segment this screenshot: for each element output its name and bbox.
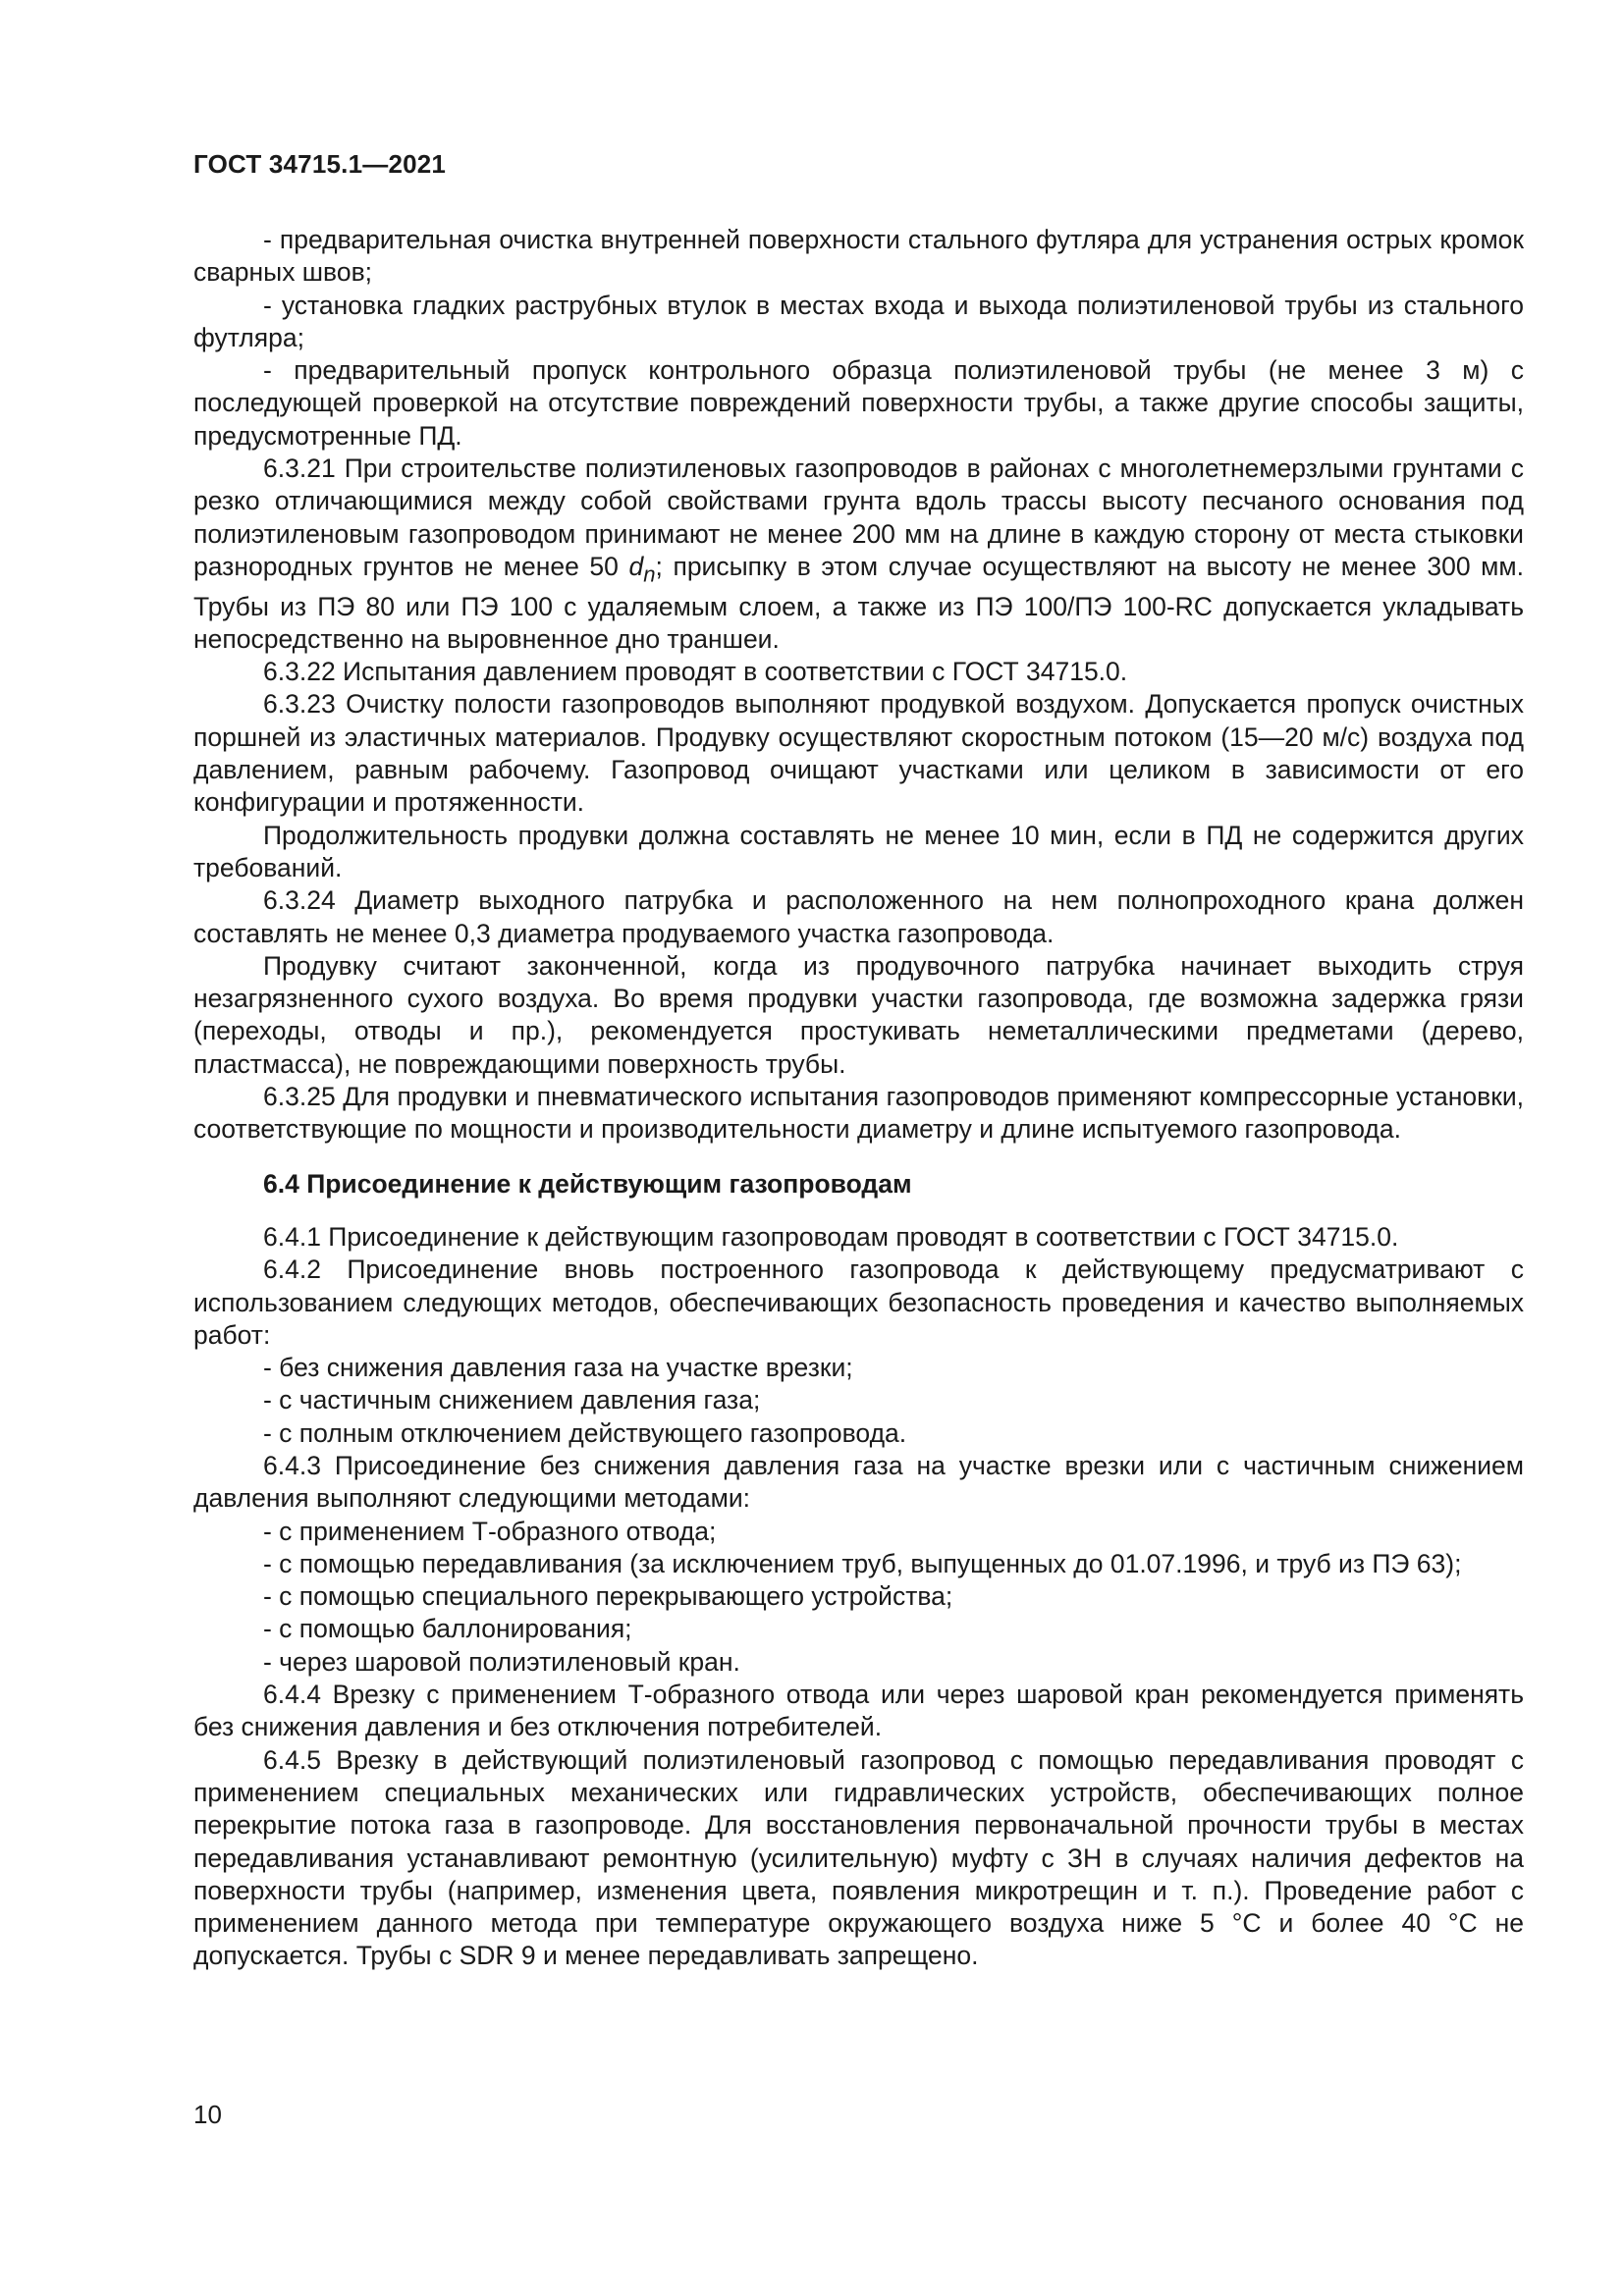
symbol-d: d [628,551,644,581]
section-heading-6-4: 6.4 Присоединение к действующим газопроводам [263,1168,912,1199]
paragraph-6-4-5: 6.4.5 Врезку в действующий полиэтиленовый газопровод с помощью передавливания проводят с применением специальных механических или гидравлических устройств, обеспечивающих полное перекрытие потока газа в газопроводе. Для восстановления первоначальной прочности трубы в местах передавливания устанавливают ремонтную (усилительную) муфту с ЗН в случаях наличия дефектов на поверхности трубы (например, изменения цвета, появления микротрещин и т. п.). Проведение работ с применением данного метода при температуре окружающего воздуха ниже 5 °С и более 40 °С не допускается. Трубы с SDR 9 и менее передавливать запрещено. [193,1744,1524,1971]
paragraph: - установка гладких раструбных втулок в местах входа и выхода полиэтиленовой трубы из стального футляра; [193,290,1524,352]
page-number: 10 [193,2100,222,2129]
paragraph-6-4-1: 6.4.1 Присоединение к действующим газопроводам проводят в соответствии с ГОСТ 34715.0. [263,1221,1399,1252]
paragraph-6-4-4: 6.4.4 Врезку с применением Т-образного отвода или через шаровой кран рекомендуется применять без снижения давления и без отключения потребителей. [193,1680,1524,1742]
paragraph-text: 6.3.21 При строительстве полиэтиленовых газопроводов в районах с многолетнемерзлыми грунтами с резко отличающимися между собой свойствами грунта вдоль трассы высоту песчаного основания под полиэтиленовым газопроводом принимают не менее 200 мм на длине в каждую сторону от места стыковки разнородных грунтов не менее 50 [193,454,1524,581]
paragraph-6-3-21 [193,453,1524,656]
list-item: - без снижения давления газа на участке врезки; [263,1353,853,1383]
subscript-text: n [643,561,656,587]
list-item: - с помощью специального перекрывающего устройства; [263,1581,953,1612]
paragraph-text: ; присыпку в этом случае осуществляют на высоту не менее 300 мм. Трубы из ПЭ 80 или ПЭ 100 с удаляемым слоем, а также из ПЭ 100/ПЭ 100-RC допускается укладывать непосредственно на выровненное дно траншеи. [193,551,1524,654]
list-item: - с частичным снижением давления газа; [263,1385,761,1415]
subscript-n [643,561,655,586]
document-body [193,224,1524,1973]
paragraph-6-4-3: 6.4.3 Присоединение без снижения давления газа на участке врезки или с частичным снижением давления выполняют следующими методами: [193,1450,1524,1514]
paragraph: - предварительный пропуск контрольного образца полиэтиленовой трубы (не менее 3 м) с последующей проверкой на отсутствие повреждений поверхности трубы, а также другие способы защиты, предусмотренные ПД. [193,355,1524,451]
paragraph-6-3-25: 6.3.25 Для продувки и пневматического испытания газопроводов применяют компрессорные установки, соответствующие по мощности и производительности диаметру и длине испытуемого газопровода. [193,1082,1524,1145]
paragraph: Продолжительность продувки должна составлять не менее 10 мин, если в ПД не содержится других требований. [193,820,1524,882]
paragraph: Продувку считают законченной, когда из продувочного патрубка начинает выходить струя незагрязненного сухого воздуха. Во время продувки участки газопровода, где возможна задержка грязи (переходы, отводы и пр.), рекомендуется простукивать неметаллическими предметами (дерево, пластмасса), не повреждающими поверхность трубы. [193,950,1524,1079]
paragraph: - предварительная очистка внутренней поверхности стального футляра для устранения острых кромок сварных швов; [193,225,1524,288]
paragraph-6-3-22: 6.3.22 Испытания давлением проводят в соответствии с ГОСТ 34715.0. [263,657,1128,687]
list-item: - с полным отключением действующего газопровода. [263,1417,907,1448]
paragraph-6-3-24: 6.3.24 Диаметр выходного патрубка и расположенного на нем полнопроходного крана должен составлять не менее 0,3 диаметра продуваемого участка газопровода. [193,885,1524,948]
list-item: - с помощью передавливания (за исключением труб, выпущенных до 01.07.1996, и труб из ПЭ 63); [263,1548,1462,1578]
list-item: - с помощью баллонирования; [263,1614,632,1644]
paragraph-6-4-2: 6.4.2 Присоединение вновь построенного газопровода к действующему предусматривают с использованием следующих методов, обеспечивающих безопасность проведения и качество выполняемых работ: [193,1255,1524,1350]
paragraph-6-3-23: 6.3.23 Очистку полости газопроводов выполняют продувкой воздухом. Допускается пропуск очистных поршней из эластичных материалов. Продувку осуществляют скоростным потоком (15—20 м/с) воздуха под давлением, равным рабочему. Газопровод очищают участками или целиком в зависимости от его конфигурации и протяженности. [193,689,1524,818]
document-header: ГОСТ 34715.1—2021 [193,149,447,179]
list-item: - с применением Т-образного отвода; [263,1516,717,1546]
list-item: - через шаровой полиэтиленовый кран. [263,1646,740,1677]
